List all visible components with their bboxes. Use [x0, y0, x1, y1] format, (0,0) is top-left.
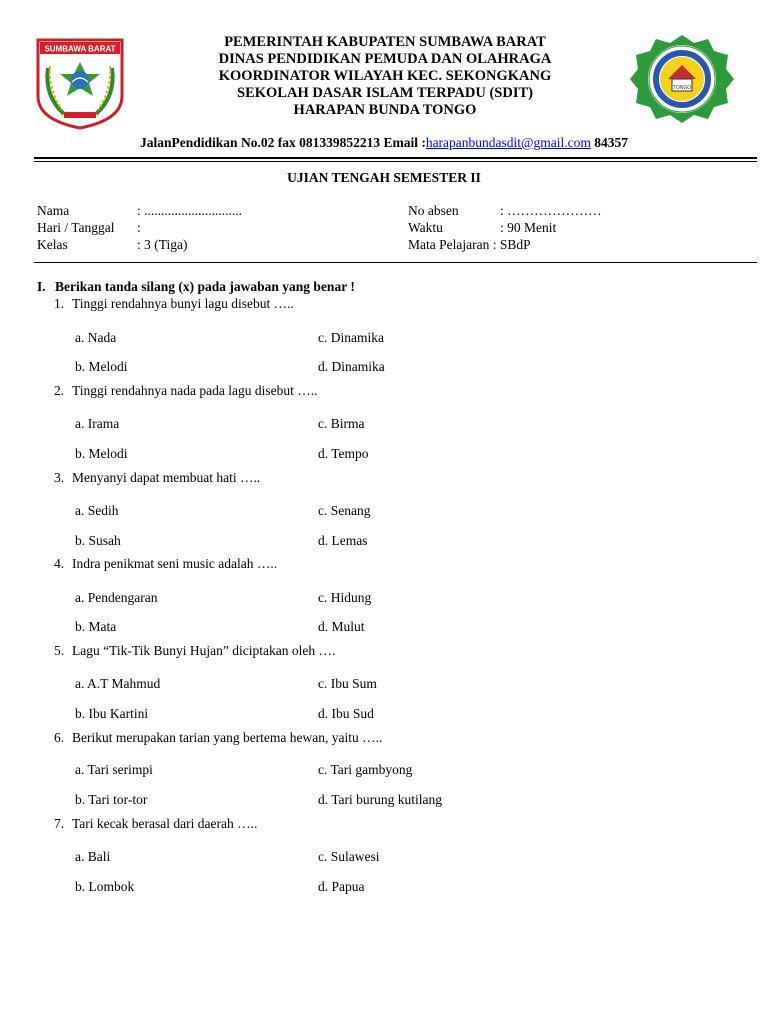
letterhead-line: SEKOLAH DASAR ISLAM TERPADU (SDIT)	[237, 85, 533, 101]
question-4: 4. Indra penikmat seni music adalah …..	[54, 556, 278, 571]
question-3-option-d[interactable]: d. Lemas	[318, 533, 368, 548]
question-6: 6. Berikut merupakan tarian yang bertema hewan, yaitu …..	[54, 730, 383, 745]
question-5: 5. Lagu “Tik-Tik Bunyi Hujan” diciptakan oleh ….	[54, 643, 336, 658]
question-6-option-b[interactable]: b. Tari tor-tor	[75, 792, 148, 807]
question-2-option-b[interactable]: b. Melodi	[75, 446, 128, 461]
subject-value: : SBdP	[492, 237, 531, 252]
header-divider-thin	[34, 161, 757, 162]
question-5-option-d[interactable]: d. Ibu Sud	[318, 706, 374, 721]
name-value: : .............................	[137, 203, 243, 218]
date-value: :	[137, 220, 141, 235]
question-1-option-b[interactable]: b. Melodi	[75, 359, 128, 374]
class-value: : 3 (Tiga)	[137, 237, 188, 252]
time-value: : 90 Menit	[500, 220, 557, 235]
question-7-option-d[interactable]: d. Papua	[318, 879, 365, 894]
section-instruction: Berikan tanda silang (x) pada jawaban yang benar !	[55, 279, 355, 294]
class-label: Kelas	[37, 237, 68, 252]
question-5-option-b[interactable]: b. Ibu Kartini	[75, 706, 149, 721]
question-6-option-d[interactable]: d. Tari burung kutilang	[318, 792, 443, 807]
question-5-option-c[interactable]: c. Ibu Sum	[318, 676, 377, 691]
question-1-option-a[interactable]: a. Nada	[75, 330, 117, 345]
question-4-option-c[interactable]: c. Hidung	[318, 590, 372, 605]
address-text: JalanPendidikan No.02 fax 081339852213 Email :	[140, 135, 426, 150]
question-5-option-a[interactable]: a. A.T Mahmud	[75, 676, 161, 691]
question-7: 7. Tari kecak berasal dari daerah …..	[54, 816, 258, 831]
letterhead-line: HARAPAN BUNDA TONGO	[293, 102, 477, 118]
name-label: Nama	[37, 203, 70, 218]
question-4-option-b[interactable]: b. Mata	[75, 619, 117, 634]
question-1: 1. Tinggi rendahnya bunyi lagu disebut …..	[54, 296, 294, 311]
absen-value: : …………………	[500, 203, 602, 218]
question-3-option-a[interactable]: a. Sedih	[75, 503, 119, 518]
question-2: 2. Tinggi rendahnya nada pada lagu disebut …..	[54, 383, 318, 398]
question-4-option-d[interactable]: d. Mulut	[318, 619, 365, 634]
info-divider	[34, 262, 757, 263]
date-label: Hari / Tanggal	[37, 220, 115, 235]
subject-label: Mata Pelajaran	[408, 237, 490, 252]
question-3-option-c[interactable]: c. Senang	[318, 503, 371, 518]
sumbawa-barat-logo	[34, 38, 126, 130]
student-info-left	[37, 202, 242, 253]
section-number: I.	[37, 279, 46, 294]
question-3-option-b[interactable]: b. Susah	[75, 533, 121, 548]
letterhead-line: PEMERINTAH KABUPATEN SUMBAWA BARAT	[224, 34, 546, 50]
svg-text:SUMBAWA BARAT: SUMBAWA BARAT	[44, 44, 116, 54]
question-2-option-d[interactable]: d. Tempo	[318, 446, 369, 461]
letterhead-line: DINAS PENDIDIKAN PEMUDA DAN OLAHRAGA	[218, 51, 552, 67]
header-divider	[34, 157, 757, 159]
postal-code: 84357	[590, 135, 628, 150]
section-heading	[37, 279, 355, 295]
question-3: 3. Menyanyi dapat membuat hati …..	[54, 470, 261, 485]
sdit-school-logo	[628, 33, 736, 123]
question-6-option-c[interactable]: c. Tari gambyong	[318, 762, 413, 777]
question-1-option-d[interactable]: d. Dinamika	[318, 359, 385, 374]
question-2-option-c[interactable]: c. Birma	[318, 416, 365, 431]
letterhead	[150, 34, 620, 119]
school-address	[0, 135, 768, 151]
question-1-option-c[interactable]: c. Dinamika	[318, 330, 384, 345]
question-7-option-b[interactable]: b. Lombok	[75, 879, 135, 894]
question-7-option-a[interactable]: a. Bali	[75, 849, 111, 864]
question-6-option-a[interactable]: a. Tari serimpi	[75, 762, 153, 777]
student-info-right	[408, 202, 602, 253]
svg-text:TONGO: TONGO	[672, 85, 692, 91]
question-7-option-c[interactable]: c. Sulawesi	[318, 849, 380, 864]
letterhead-line: KOORDINATOR WILAYAH KEC. SEKONGKANG	[218, 68, 552, 84]
time-label: Waktu	[408, 220, 443, 235]
absen-label: No absen	[408, 203, 459, 218]
question-4-option-a[interactable]: a. Pendengaran	[75, 590, 158, 605]
email-link[interactable]: harapanbundasdit@gmail.com	[425, 135, 591, 150]
question-2-option-a[interactable]: a. Irama	[75, 416, 120, 431]
exam-title: UJIAN TENGAH SEMESTER II	[287, 170, 481, 185]
